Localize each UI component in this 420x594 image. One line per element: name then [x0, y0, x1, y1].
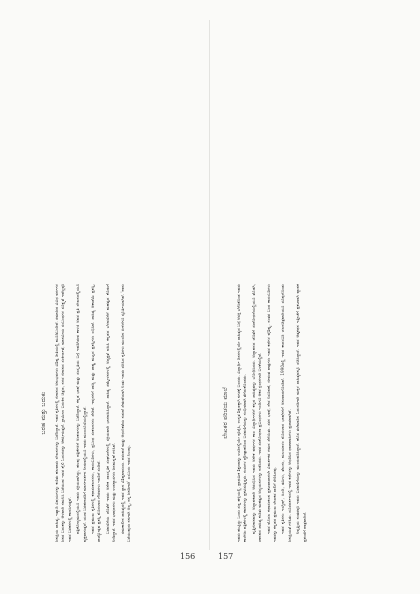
left-paragraph: ಜನಪ್ರಿಯ ಸಾಹಿತ್ಯ, ಇತ್ಯಾದಿ ವಿಷಯಗಳನ್ನು ಕುರಿತು ಹಲವಾರು ಲೇಖನಗಳನ್ನು ಬರೆದಿದ್ದಾರೆ. ಇವರ ಕೃತಿಗಳಲ್ಲಿ ಜೀವನದ ಅನುಭವಗಳು ವಿಶಿಷ್ಟ ರೀತಿಯಲ್ಲಿ ಮೂಡಿಬಂದಿವೆ. ಸಮಾಜದ ವಿವಿಧ ವರ್ಗಗಳ ಜನರ ಬದುಕನ್ನು ಆಳವಾಗಿ ಗಮನಿಸಿ ಬರೆಯುವ ಇವರ ಶೈಲಿ ಓದುಗರನ್ನು ಆಕರ್ಷಿಸುತ್ತದೆ. ಗ್ರಾಮೀಣ ಬದುಕಿನ ಚಿತ್ರಣ, ನಗರ ಜೀವನದ ಸಂಕೀರ್ಣತೆ, ಮಾನವೀಯ ಸಂಬಂಧಗಳ ಸೂಕ್ಷ್ಮತೆ ಇವೆಲ್ಲವೂ ಇವರ ಬರಹಗಳಲ್ಲಿ ಕಾಣಸಿಗುತ್ತವೆ. — [54, 284, 72, 542]
right-paragraph: ಇವರ ಮೊದಲ ಕಥಾಸಂಕಲನ ಪ್ರಕಟವಾದಾಗಲೇ ವಿಮರ್ಶಕರ ಗಮನ ಸೆಳೆಯಿತು. ಸರಳ ಭಾಷೆ, ನೇರ ನಿರೂಪಣೆ, ಜೀವಂತ ಪಾತ್ರಗಳು ಇವರ ಕಥೆಗಳ ವೈಶಿಷ್ಟ್ಯ. ನಂತರ ಬಂದ ಕಾದಂಬರಿಗಳು ಇವರನ್ನು ಕನ್ನಡದ ಪ್ರಮುಖ ಲೇಖಕರ ಸಾಲಿಗೆ ಸೇರಿಸಿದವು. — [265, 284, 278, 542]
left-running-head: ಬರಹ ಮತ್ತು ಬದುಕು — [40, 391, 47, 435]
right-running-head: ಲೇಖಕರ ಪರಿಚಯ ಮಾಲೆ — [222, 387, 229, 439]
left-paragraph: ಪತ್ರಿಕೋದ್ಯಮದಲ್ಲಿಯೂ ಇವರು ಸಕ್ರಿಯರಾಗಿದ್ದು, ಹಲವು ಪತ್ರಿಕೆಗಳಿಗೆ ಅಂಕಣಗಳನ್ನು ಬರೆದಿದ್ದಾರೆ. ಕನ್ನಡ ಭಾಷೆ ಮತ್ತು ಸಂಸ್ಕೃತಿಯ ಬಗ್ಗೆ ಇವರಿಗಿರುವ ಕಾಳಜಿ ಅವರ ಪ್ರತಿ ಲೇಖನದಲ್ಲಿಯೂ ವ್ಯಕ್ತವಾಗುತ್ತದೆ. ಯುವ ಬರಹಗಾರರಿಗೆ ಮಾರ್ಗದರ್ಶನ ನೀಡುವಲ್ಲಿಯೂ ಇವರು ಮುಂಚೂಣಿಯಲ್ಲಿದ್ದಾರೆ. — [75, 284, 87, 542]
right-page-body — [236, 284, 308, 542]
spread-content — [32, 26, 388, 542]
left-paragraph: ಇವರ ಪ್ರಮುಖ ಕೃತಿಗಳಲ್ಲಿ ಕಥಾಸಂಕಲನಗಳು, ಕಾದಂಬರಿಗಳು, ಪ್ರಬಂಧ ಸಂಕಲನಗಳು ಸೇರಿವೆ. ಇವುಗಳಿಗೆ ರಾಜ್ಯ ಮತ್ತು ರಾಷ್ಟ್ರ ಮಟ್ಟದ ಪ್ರಶಸ್ತಿಗಳು ಲಭಿಸಿವೆ. ಸಾಹಿತ್ಯ ಅಕಾಡೆಮಿ ಪ್ರಶಸ್ತಿ, ರಾಜ್ಯೋತ್ಸವ ಪ್ರಶಸ್ತಿ ಮೊದಲಾದ ಗೌರವಗಳು ಇವರಿಗೆ ಸಂದಿವೆ. — [90, 284, 102, 542]
left-page — [40, 284, 210, 542]
left-page-body — [54, 284, 132, 542]
right-paragraph: ಇವರ ಕೃತಿಗಳು ಇಂಗ್ಲಿಷ್, ಹಿಂದಿ, ತಮಿಳು, ತೆಲುಗು, ಮಲಯಾಳಂ ಮೊದಲಾದ ಭಾಷೆಗಳಿಗೆ ಅನುವಾದಗೊಂಡಿವೆ. 1990ರಲ್ಲಿ ಇವರ ಕಾದಂಬರಿ ಚಲನಚಿತ್ರವಾಗಿಯೂ ರೂಪುಗೊಂಡು ಜನಪ್ರಿಯತೆ ಗಳಿಸಿತು. ದೂರದರ್ಶನದಲ್ಲಿ ಇವರ ಕಥೆಗಳನ್ನು ಆಧರಿಸಿದ ಧಾರಾವಾಹಿಗಳು ಪ್ರಸಾರವಾಗಿವೆ. — [280, 284, 292, 542]
right-page-number: 157 — [218, 552, 234, 561]
right-paragraph: ಇವರು ಹುಟ್ಟಿದ್ದು ಒಂದು ಸಣ್ಣ ಹಳ್ಳಿಯಲ್ಲಿ. ಪ್ರಾಥಮಿಕ ಶಿಕ್ಷಣವನ್ನು ಊರಿನಲ್ಲಿಯೇ ಪೂರೈಸಿ, ಉನ್ನತ ಶಿಕ್ಷಣಕ್ಕಾಗಿ ನಗರಕ್ಕೆ ಬಂದರು. ವಿದ್ಯಾರ್ಥಿ ದಿನಗಳಲ್ಲಿಯೇ ಸಾಹಿತ್ಯದ ಬಗ್ಗೆ ಆಸಕ್ತಿ ಬೆಳೆಸಿಕೊಂಡ ಇವರು ಕಾಲೇಜು ಪತ್ರಿಕೆಗಳಲ್ಲಿ ಕವನಗಳನ್ನು ಪ್ರಕಟಿಸುತ್ತಿದ್ದರು. ಗುರುಗಳ ಪ್ರೋತ್ಸಾಹದಿಂದ ಬರವಣಿಗೆಯನ್ನು ಗಂಭೀರವಾಗಿ ತೆಗೆದುಕೊಂಡರು. — [236, 284, 248, 542]
right-page — [222, 284, 392, 542]
left-paragraph: ಸಮಕಾಲೀನ ಸಾಹಿತ್ಯದಲ್ಲಿ ಇವರ ಸ್ಥಾನ ವಿಶಿಷ್ಟವಾದುದು. ಪರಂಪರೆ ಮತ್ತು ಆಧುನಿಕತೆಯ ನಡುವೆ ಸೇತುವೆಯಾಗಿ ನಿಂತು ಇವರು ರಚಿಸಿದ ಕೃತಿಗಳು ಮುಂದಿನ ಪೀಳಿಗೆಗೂ ಸ್ಫೂರ್ತಿಯಾಗಿವೆ. 'ನಾನು ಬರೆಯುವುದು ನನಗಾಗಿ ಅಲ್ಲ, ನನ್ನ ಜನರಿಗಾಗಿ' ಎಂಬುದು ಇವರ ನಿಲುವು. — [119, 284, 132, 542]
left-page-number: 156 — [180, 552, 196, 561]
right-paragraph: ವೃತ್ತಿಜೀವನವನ್ನು ಅಧ್ಯಾಪಕರಾಗಿ ಆರಂಭಿಸಿದ ಇವರು ಅನೇಕ ವರ್ಷಗಳ ಕಾಲ ವಿದ್ಯಾರ್ಥಿಗಳಿಗೆ ಕನ್ನಡ ಸಾಹಿತ್ಯವನ್ನು ಬೋಧಿಸಿದರು. ಅಧ್ಯಾಪನದ ಜೊತೆಗೆ ಸಂಶೋಧನೆಯಲ್ಲಿಯೂ ತೊಡಗಿ, ಜಾನಪದ ಸಾಹಿತ್ಯ ಕುರಿತು ಮಹತ್ವದ ಅಧ್ಯಯನಗಳನ್ನು ನಡೆಸಿದರು. ಇವರ ಸಂಶೋಧನಾ ಪ್ರಬಂಧಗಳು ಇಂದಿಗೂ ಆಕರ ಗ್ರಂಥಗಳಾಗಿ ಬಳಕೆಯಲ್ಲಿವೆ. — [250, 284, 263, 542]
right-paragraph: ನಿವೃತ್ತಿಯ ನಂತರವೂ ಇವರು ಬರವಣಿಗೆಯನ್ನು ಮುಂದುವರಿಸಿದ್ದಾರೆ. ಹೊಸ ತಲೆಮಾರಿನ ಓದುಗರಿಗಾಗಿ ಮಕ್ಕಳ ಸಾಹಿತ್ಯವನ್ನೂ ರಚಿಸಿದ್ದಾರೆ. ಇವರ ಆತ್ಮಕಥನ ಇತ್ತೀಚೆಗೆ ಪ್ರಕಟವಾಗಿ ವ್ಯಾಪಕ ಪ್ರಶಂಸೆಗೆ ಪಾತ್ರವಾಗಿದೆ. — [295, 284, 307, 542]
left-paragraph: ಬರವಣಿಗೆಯ ಜೊತೆಗೆ ಇವರು ಅನೇಕ ಸಾಂಸ್ಕೃತಿಕ ಸಂಘಟನೆಗಳಲ್ಲಿ ಸಕ್ರಿಯವಾಗಿ ಭಾಗವಹಿಸಿದ್ದಾರೆ. ಸಾಹಿತ್ಯ ಸಮ್ಮೇಳನಗಳಲ್ಲಿ ಅಧ್ಯಕ್ಷತೆ ವಹಿಸಿ ಕನ್ನಡದ ಬೆಳವಣಿಗೆಗೆ ಮಹತ್ವದ ಕೊಡುಗೆ ನೀಡಿದ್ದಾರೆ. ಇವರ ಭಾಷಣಗಳು ಮತ್ತು ಉಪನ್ಯಾಸಗಳು ಜನಮನ್ನಣೆ ಗಳಿಸಿವೆ. — [104, 284, 117, 542]
